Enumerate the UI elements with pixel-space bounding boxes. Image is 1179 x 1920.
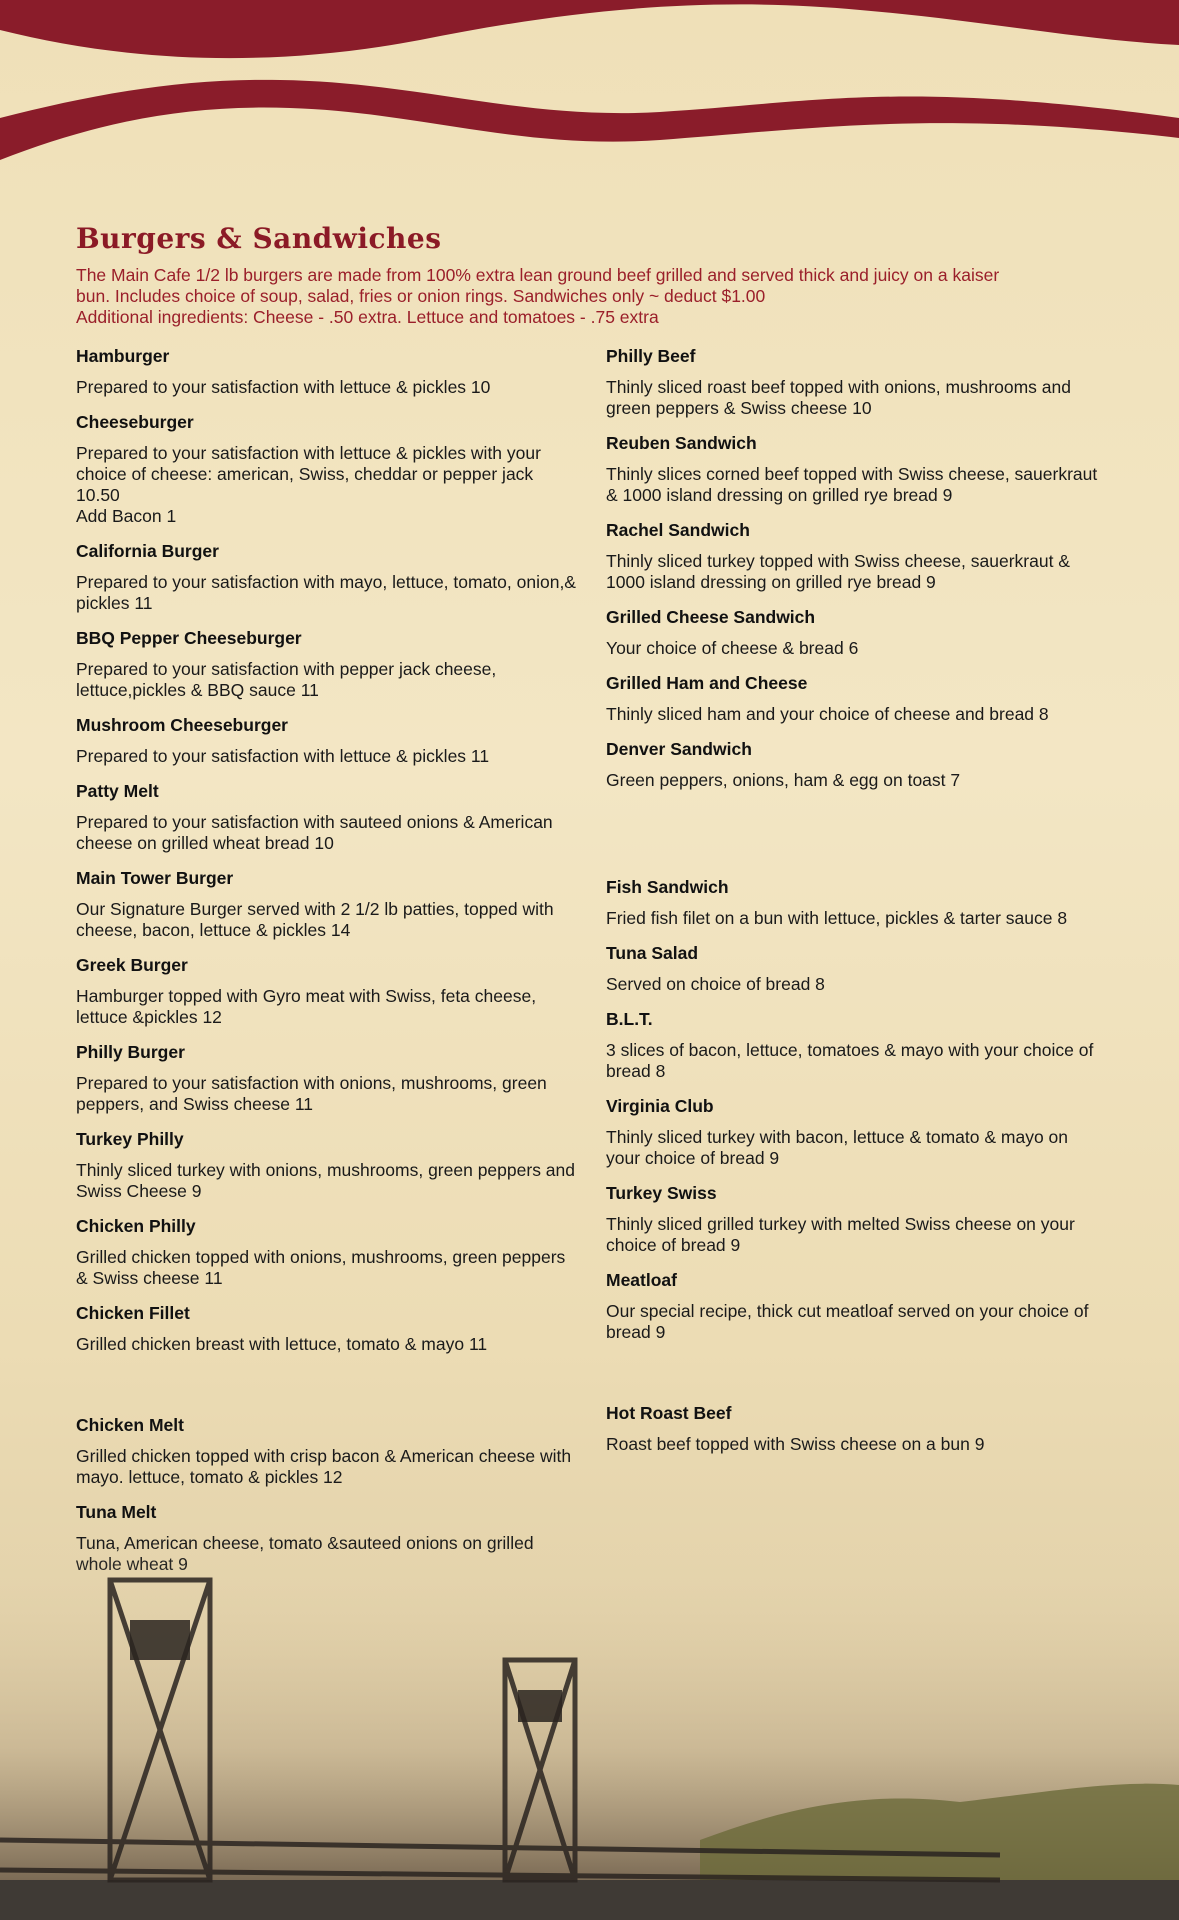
item-name: California Burger	[76, 541, 219, 561]
section-intro	[76, 265, 1106, 328]
menu-item	[76, 1415, 576, 1488]
item-desc: Grilled chicken topped with onions, mushrooms, green peppers & Swiss cheese 11	[76, 1247, 566, 1288]
item-name: BBQ Pepper Cheeseburger	[76, 628, 302, 648]
item-desc: Prepared to your satisfaction with onions, mushrooms, green peppers, and Swiss cheese 11	[76, 1073, 547, 1114]
bridge-scene-illustration	[0, 1540, 1179, 1920]
item-name: B.L.T.	[606, 1009, 653, 1029]
section-title: Burgers & Sandwiches	[76, 222, 442, 255]
item-desc: Prepared to your satisfaction with mayo, lettuce, tomato, onion,& pickles 11	[76, 572, 576, 613]
item-desc: Thinly sliced turkey topped with Swiss cheese, sauerkraut & 1000 island dressing on grilled rye bread 9	[606, 551, 1070, 592]
menu-item	[606, 1009, 1106, 1082]
item-desc: Prepared to your satisfaction with pepper jack cheese, lettuce,pickles & BBQ sauce 11	[76, 659, 497, 700]
item-extra: Add Bacon 1	[76, 506, 177, 526]
item-desc: Fried fish filet on a bun with lettuce, pickles & tarter sauce 8	[606, 908, 1068, 928]
column-spacer	[76, 1369, 576, 1415]
intro-line-2: bun. Includes choice of soup, salad, fries or onion rings. Sandwiches only ~ deduct $1.00	[76, 286, 766, 306]
item-name: Greek Burger	[76, 955, 188, 975]
item-desc: Hamburger topped with Gyro meat with Swiss, feta cheese, lettuce &pickles 12	[76, 986, 537, 1027]
left-column	[76, 346, 576, 1589]
item-name: Cheeseburger	[76, 412, 194, 432]
item-name: Denver Sandwich	[606, 739, 752, 759]
menu-item	[606, 520, 1106, 593]
menu-item	[76, 412, 576, 527]
menu-item	[76, 1042, 576, 1115]
item-name: Philly Beef	[606, 346, 696, 366]
item-name: Tuna Salad	[606, 943, 699, 963]
item-desc: Roast beef topped with Swiss cheese on a bun 9	[606, 1434, 985, 1454]
item-name: Chicken Philly	[76, 1216, 196, 1236]
item-desc: Prepared to your satisfaction with lettuce & pickles 11	[76, 746, 490, 766]
item-desc: Our special recipe, thick cut meatloaf served on your choice of bread 9	[606, 1301, 1089, 1342]
menu-item	[606, 1270, 1106, 1343]
intro-line-1: The Main Cafe 1/2 lb burgers are made from 100% extra lean ground beef grilled and served thick and juicy on a kaiser	[76, 265, 1000, 285]
item-desc: Prepared to your satisfaction with lettuce & pickles with your choice of cheese: american, Swiss, cheddar or pepper jack 10.50	[76, 443, 541, 505]
item-desc: Thinly sliced roast beef topped with onions, mushrooms and green peppers & Swiss cheese 10	[606, 377, 1071, 418]
intro-line-3: Additional ingredients: Cheese - .50 extra. Lettuce and tomatoes - .75 extra	[76, 307, 659, 327]
column-spacer	[606, 805, 1106, 877]
item-name: Tuna Melt	[76, 1502, 157, 1522]
item-name: Mushroom Cheeseburger	[76, 715, 288, 735]
item-name: Grilled Ham and Cheese	[606, 673, 808, 693]
item-name: Hot Roast Beef	[606, 1403, 732, 1423]
header-wave-decoration	[0, 0, 1179, 190]
menu-item	[76, 781, 576, 854]
menu-item	[76, 715, 576, 767]
menu-item	[606, 433, 1106, 506]
item-name: Rachel Sandwich	[606, 520, 750, 540]
item-name: Patty Melt	[76, 781, 159, 801]
menu-item	[606, 607, 1106, 659]
right-column	[606, 346, 1106, 1469]
menu-item	[76, 955, 576, 1028]
item-name: Main Tower Burger	[76, 868, 234, 888]
item-desc: Your choice of cheese & bread 6	[606, 638, 859, 658]
item-desc: Grilled chicken topped with crisp bacon & American cheese with mayo. lettuce, tomato & pickles 12	[76, 1446, 572, 1487]
item-desc: Served on choice of bread 8	[606, 974, 825, 994]
menu-item	[606, 1403, 1106, 1455]
item-desc: Our Signature Burger served with 2 1/2 lb patties, topped with cheese, bacon, lettuce & pickles 14	[76, 899, 554, 940]
menu-item	[606, 346, 1106, 419]
menu-item	[76, 1216, 576, 1289]
item-desc: Thinly sliced ham and your choice of cheese and bread 8	[606, 704, 1049, 724]
menu-item	[606, 1096, 1106, 1169]
item-name: Virginia Club	[606, 1096, 714, 1116]
menu-item	[606, 1183, 1106, 1256]
menu-item	[76, 868, 576, 941]
item-name: Meatloaf	[606, 1270, 677, 1290]
menu-item	[606, 739, 1106, 791]
item-desc: Thinly sliced turkey with onions, mushrooms, green peppers and Swiss Cheese 9	[76, 1160, 575, 1201]
menu-content	[76, 222, 1106, 1522]
menu-item	[76, 1129, 576, 1202]
menu-item	[606, 943, 1106, 995]
item-desc: 3 slices of bacon, lettuce, tomatoes & mayo with your choice of bread 8	[606, 1040, 1094, 1081]
item-name: Philly Burger	[76, 1042, 185, 1062]
menu-item	[606, 673, 1106, 725]
item-desc: Prepared to your satisfaction with lettuce & pickles 10	[76, 377, 491, 397]
item-desc: Thinly slices corned beef topped with Swiss cheese, sauerkraut & 1000 island dressing on grilled rye bread 9	[606, 464, 1098, 505]
item-name: Fish Sandwich	[606, 877, 729, 897]
menu-item	[76, 346, 576, 398]
menu-item	[76, 1303, 576, 1355]
column-spacer	[606, 1357, 1106, 1403]
item-name: Hamburger	[76, 346, 170, 366]
menu-item	[606, 877, 1106, 929]
menu-item	[76, 628, 576, 701]
item-name: Reuben Sandwich	[606, 433, 757, 453]
item-name: Chicken Melt	[76, 1415, 184, 1435]
item-name: Turkey Philly	[76, 1129, 184, 1149]
menu-item	[76, 541, 576, 614]
item-desc: Prepared to your satisfaction with sauteed onions & American cheese on grilled wheat bread 10	[76, 812, 553, 853]
item-name: Chicken Fillet	[76, 1303, 190, 1323]
item-name: Grilled Cheese Sandwich	[606, 607, 816, 627]
item-desc: Thinly sliced grilled turkey with melted Swiss cheese on your choice of bread 9	[606, 1214, 1075, 1255]
item-desc: Green peppers, onions, ham & egg on toast 7	[606, 770, 961, 790]
item-desc: Grilled chicken breast with lettuce, tomato & mayo 11	[76, 1334, 488, 1354]
item-desc: Thinly sliced turkey with bacon, lettuce & tomato & mayo on your choice of bread 9	[606, 1127, 1069, 1168]
item-name: Turkey Swiss	[606, 1183, 717, 1203]
